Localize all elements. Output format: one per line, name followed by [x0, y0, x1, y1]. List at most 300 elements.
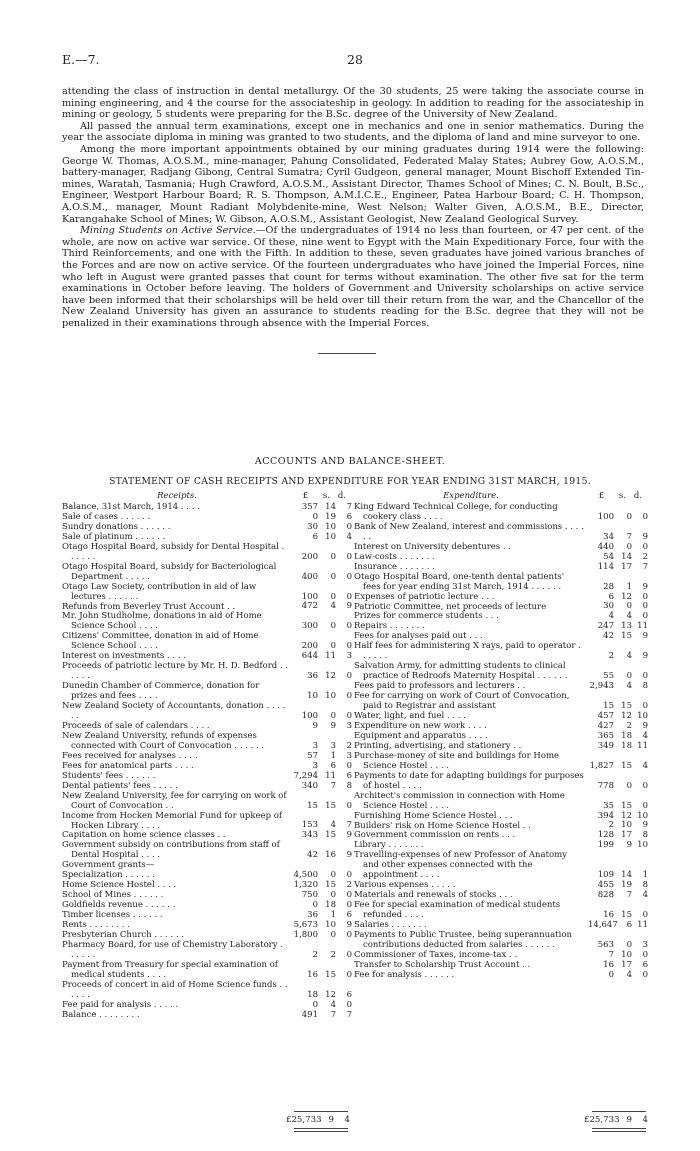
amount-pounds: 2,943: [589, 681, 614, 692]
account-row: [62, 612, 352, 632]
amount: [292, 642, 352, 652]
amount-pence: 4: [346, 531, 352, 542]
amount-pounds: 365: [597, 730, 614, 741]
account-row: [354, 642, 648, 662]
total-pence: 4: [642, 1115, 648, 1125]
amount-shillings: 12: [621, 710, 632, 721]
account-item: Sale of platinum . . . . . .: [62, 531, 166, 542]
pounds-head: £: [598, 491, 604, 501]
amount-pence: 9: [642, 720, 648, 731]
amount: [588, 533, 648, 543]
amount-pence: 0: [346, 551, 352, 562]
amount-shillings: 12: [621, 591, 632, 602]
amount-pence: 1: [642, 870, 648, 881]
account-item: Goldfields revenue . . . . . .: [62, 900, 176, 911]
amount-pounds: 100: [597, 511, 614, 522]
amount: [588, 622, 648, 632]
amount-pence: 8: [642, 830, 648, 841]
account-item: Dental patients' fees . . . . .: [62, 780, 178, 791]
amount-pence: 2: [346, 740, 352, 751]
amount-pence: 4: [642, 730, 648, 741]
amount-pence: 0: [346, 571, 352, 582]
amount-pence: 0: [346, 800, 352, 811]
amount: [588, 652, 648, 662]
amount-shillings: 0: [330, 621, 336, 632]
account-item: Proceeds of patriotic lecture by Mr. H. D. Bedford . . . . . .: [62, 661, 289, 682]
amount-pounds: 1,800: [293, 929, 318, 940]
amount-pence: 0: [346, 760, 352, 771]
amount-pence: 2: [346, 880, 352, 891]
amount-pence: 6: [346, 511, 352, 522]
amount-shillings: 10: [325, 521, 336, 532]
amount-pounds: 200: [301, 551, 318, 562]
amount-shillings: 0: [330, 929, 336, 940]
amount-pence: 6: [346, 910, 352, 921]
amount: [292, 851, 352, 861]
amount-pounds: 778: [597, 780, 614, 791]
account-item: Proceeds of sale of calendars . . . .: [62, 720, 210, 731]
amount-pounds: 35: [603, 800, 614, 811]
amount-shillings: 10: [621, 820, 632, 831]
amount-pounds: 3: [312, 760, 318, 771]
amount-pence: 0: [346, 671, 352, 682]
amount: [292, 772, 352, 782]
account-item: Otago Hospital Board, subsidy for Bacteriological Department . . . . .: [62, 561, 277, 582]
amount-pounds: 100: [301, 710, 318, 721]
amount: [292, 991, 352, 1001]
amount-shillings: 14: [621, 551, 632, 562]
account-row: [62, 583, 352, 603]
total-pounds: £25,733: [286, 1115, 322, 1125]
amount-shillings: 11: [325, 770, 336, 781]
account-row: [62, 682, 352, 702]
document-code: E.—7.: [62, 52, 100, 67]
amount-pence: 0: [346, 929, 352, 940]
amount-shillings: 19: [325, 511, 336, 522]
amount: [292, 821, 352, 831]
amount-pounds: 34: [603, 531, 614, 542]
account-row: [354, 752, 648, 772]
account-item: Fees for anatomical parts . . . .: [62, 760, 194, 771]
amount-pence: 9: [346, 919, 352, 930]
amount-pence: 0: [642, 800, 648, 811]
amount-pounds: 440: [597, 541, 614, 552]
account-item: Proceeds of concert in aid of Home Science funds . . . . . .: [62, 979, 288, 1000]
amount-pounds: 828: [597, 890, 614, 901]
amount-pounds: 0: [312, 999, 318, 1010]
account-row: [354, 772, 648, 792]
amount-pounds: 343: [301, 830, 318, 841]
account-item: Payment from Treasury for special examination of medical students . . . .: [62, 959, 278, 980]
account-item: Dunedin Chamber of Commerce, donation for prizes and fees . . . .: [62, 681, 260, 702]
amount-pence: 0: [346, 969, 352, 980]
account-item: Refunds from Beverley Trust Account . .: [62, 601, 236, 612]
amount-pounds: 563: [597, 939, 614, 950]
amount-shillings: 4: [626, 681, 632, 692]
amount-pence: 0: [346, 641, 352, 652]
account-item: Sale of cases . . . . . .: [62, 511, 151, 522]
amount-pence: 0: [346, 621, 352, 632]
amount-pence: 9: [642, 631, 648, 642]
amount-pence: 9: [642, 531, 648, 542]
account-item: New Zealand Society of Accountants, donation . . . . . .: [62, 701, 286, 722]
amount-pence: 0: [642, 671, 648, 682]
amount-pence: 0: [642, 701, 648, 712]
amount-shillings: 7: [330, 780, 336, 791]
amount: [292, 622, 352, 632]
amount: [292, 672, 352, 682]
amount: [588, 712, 648, 722]
account-row: [62, 702, 352, 722]
account-item: Fee for analysis . . . . . .: [354, 969, 455, 980]
amount: [588, 871, 648, 881]
amount: [292, 722, 352, 732]
amount-pounds: 16: [603, 910, 614, 921]
amount: [588, 722, 648, 732]
expenditure-rows: [354, 503, 648, 981]
amount-pounds: 427: [597, 720, 614, 731]
account-row: [354, 523, 648, 543]
amount: [292, 692, 352, 702]
amount-shillings: 0: [330, 551, 336, 562]
page-number: 28: [347, 52, 363, 67]
account-item: New Zealand University, refunds of expenses connected with Court of Convocation . . . . . .: [62, 730, 265, 751]
amount-shillings: 3: [330, 740, 336, 751]
expenditure-total: [584, 1115, 648, 1125]
paragraph: All passed the annual term examinations, except one in mechanics and one in senior mathematics. During the year the associate diploma in mining was granted to two students, and the diploma of land and mine surveyor to one.: [62, 120, 644, 144]
amount-pounds: 7: [608, 949, 614, 960]
amount-pounds: 247: [597, 621, 614, 632]
amount-shillings: 0: [626, 780, 632, 791]
amount-shillings: 11: [325, 651, 336, 662]
amount: [292, 752, 352, 762]
amount-shillings: 0: [330, 591, 336, 602]
account-item: Payments to date for adapting buildings for purposes of hostel . . . .: [354, 770, 584, 791]
amount-pounds: 7,294: [293, 770, 318, 781]
amount-shillings: 14: [621, 870, 632, 881]
amount-pence: 10: [637, 810, 648, 821]
amount-pounds: 0: [312, 900, 318, 911]
amount-shillings: 19: [621, 880, 632, 891]
amount-pence: 0: [642, 541, 648, 552]
amount: [588, 513, 648, 523]
amount: [588, 821, 648, 831]
amount-pence: 0: [642, 601, 648, 612]
amount-shillings: 14: [325, 501, 336, 512]
amount: [588, 602, 648, 612]
account-item: Presbyterian Church . . . . . .: [62, 929, 185, 940]
amount: [292, 891, 352, 901]
account-row: [62, 543, 352, 563]
amount-pounds: 10: [307, 691, 318, 702]
account-row: [62, 732, 352, 752]
account-item: Half fees for administering X rays, paid to operator . . . . . .: [354, 641, 581, 662]
amount-shillings: 0: [626, 541, 632, 552]
account-item: Fee for special examination of medical students refunded . . . .: [354, 900, 561, 921]
amount-pounds: 300: [301, 621, 318, 632]
amount-shillings: 18: [325, 900, 336, 911]
account-item: Citizens' Committee, donation in aid of Home Science School . . . .: [62, 631, 259, 652]
account-item: Government grants—: [62, 860, 155, 871]
statement-title: STATEMENT OF CASH RECEIPTS AND EXPENDITURE FOR YEAR ENDING 31ST MARCH, 1915.: [109, 476, 591, 487]
amount-shillings: 0: [626, 939, 632, 950]
amount-pence: 0: [346, 521, 352, 532]
account-item: Salaries . . . . . . .: [354, 920, 427, 931]
paragraph: Among the more important appointments obtained by our mining graduates during 1914 were the following: George W. Thomas, A.O.S.M., mine-manager, Pahung Consolidated, Federated Malay States; Aubrey Gow, A.O.S.M., battery-manager, Radjang Gibong, Central Sumatra; Cyril Gudgeon, general manager, Mount Bischoff Extended Tin-mines, Waratah, Tasmania; Hugh Crawford, A.O.S.M., Assistant Director, Thames School of Mines; C. N. Boult, B.Sc., Engineer, Westport Harbour Board; R. S. Thompson, A.M.I.C.E., Engineer, Patea Harbour Board; C. H. Thompson, A.O.S.M., manager, Mount Radiant Molybdenite-mine, West Nelson; Walter Given, A.O.S.M., B.E., Director, Karangahake School of Mines; W. Gibson, A.O.S.M., Assistant Geologist, New Zealand Geological Survey.: [62, 143, 644, 225]
amount: [292, 742, 352, 752]
amount-pence: 9: [346, 850, 352, 861]
account-item: Repairs . . . . . . .: [354, 621, 425, 632]
amount-shillings: 10: [325, 691, 336, 702]
total-shillings: 9: [328, 1115, 334, 1125]
amount: [292, 712, 352, 722]
amount-pence: 3: [346, 651, 352, 662]
account-row: [354, 971, 648, 981]
amount-shillings: 15: [325, 880, 336, 891]
amount: [292, 782, 352, 792]
total-pounds: £25,733: [584, 1115, 620, 1125]
amount-pounds: 750: [301, 890, 318, 901]
amount: [588, 553, 648, 563]
account-row: [62, 792, 352, 812]
amount-pounds: 2: [608, 651, 614, 662]
account-item: Balance, 31st March, 1914 . . . .: [62, 502, 200, 512]
amount-pounds: 4: [608, 611, 614, 622]
amount-pence: 11: [637, 621, 648, 632]
amount: [292, 1011, 352, 1021]
amount: [588, 632, 648, 642]
account-item: Timber licenses . . . . . .: [62, 910, 163, 921]
amount-pence: 8: [642, 681, 648, 692]
account-item: Students' fees . . . . . .: [62, 770, 156, 781]
account-item: Architect's commission in connection with Home Science Hostel . . . .: [354, 790, 565, 811]
amount-shillings: 4: [626, 969, 632, 980]
pounds-head: £: [302, 491, 308, 501]
account-item: Government subsidy on contributions from staff of Dental Hospital . . . .: [62, 840, 280, 861]
account-item: Interest on University debentures . .: [354, 541, 511, 552]
amount-pence: 0: [346, 870, 352, 881]
amount-pounds: 400: [301, 571, 318, 582]
amount-pence: 9: [642, 581, 648, 592]
amount-pounds: 15: [603, 701, 614, 712]
amount-pence: 0: [642, 949, 648, 960]
amount-shillings: 15: [325, 830, 336, 841]
amount-shillings: 15: [621, 910, 632, 921]
amount-shillings: 4: [330, 999, 336, 1010]
amount: [588, 682, 648, 692]
amount-shillings: 10: [325, 919, 336, 930]
amount-shillings: 2: [330, 949, 336, 960]
account-item: Expenditure on new work . . . .: [354, 720, 487, 731]
receipts-total-rule: [294, 1111, 348, 1112]
amount-pence: 9: [346, 830, 352, 841]
amount-shillings: 0: [330, 710, 336, 721]
account-row: [62, 662, 352, 682]
amount: [588, 742, 648, 752]
account-item: Commissioner of Taxes, income-tax . .: [354, 949, 518, 960]
amount: [292, 573, 352, 583]
receipts-rows: [62, 503, 352, 1021]
account-item: Fees received for analyses . . . .: [62, 750, 198, 761]
amount-shillings: 18: [621, 740, 632, 751]
account-item: Law-costs . . . . . . .: [354, 551, 435, 562]
receipts-total-double-rule: [294, 1128, 348, 1132]
amount-pence: 2: [642, 551, 648, 562]
amount: [292, 802, 352, 812]
amount-shillings: 4: [626, 651, 632, 662]
amount-pounds: 128: [597, 830, 614, 841]
amount-pence: 8: [642, 880, 648, 891]
account-row: [62, 841, 352, 861]
amount: [588, 951, 648, 961]
account-row: [354, 901, 648, 921]
amount-pounds: 109: [597, 870, 614, 881]
receipts-column: [62, 492, 352, 1021]
account-row: [62, 981, 352, 1001]
amount-pounds: 28: [603, 581, 614, 592]
amount-shillings: 1: [330, 910, 336, 921]
account-item: Travelling-expenses of new Professor of Anatomy and other expenses connected with the appointment . . . .: [354, 850, 567, 881]
amount: [588, 762, 648, 772]
amount-pence: 0: [346, 591, 352, 602]
amount-shillings: 18: [621, 730, 632, 741]
amount-pence: 10: [637, 710, 648, 721]
amount-pounds: 349: [597, 740, 614, 751]
account-item: Equipment and apparatus . . . .: [354, 730, 488, 741]
account-item: King Edward Technical College, for conducting cookery class . . . .: [354, 502, 558, 522]
amount-pounds: 100: [301, 591, 318, 602]
amount: [292, 602, 352, 612]
amount: [588, 971, 648, 981]
amount: [588, 941, 648, 951]
expenditure-heading: Expenditure.: [443, 491, 499, 501]
receipts-heading: Receipts.: [157, 491, 197, 501]
receipts-total: [286, 1115, 350, 1125]
amount-shillings: 7: [330, 1009, 336, 1020]
account-item: Fees for analyses paid out . . .: [354, 631, 483, 642]
section-title: ACCOUNTS AND BALANCE-SHEET.: [254, 456, 446, 467]
amount-pounds: 0: [608, 969, 614, 980]
amount-shillings: 0: [330, 641, 336, 652]
amount-shillings: 4: [626, 611, 632, 622]
total-pence: 4: [344, 1115, 350, 1125]
amount-pounds: 30: [603, 601, 614, 612]
amount-pounds: 42: [603, 631, 614, 642]
amount-pence: 4: [642, 760, 648, 771]
account-row: [62, 1011, 352, 1021]
amount-shillings: 0: [626, 601, 632, 612]
amount: [292, 1001, 352, 1011]
account-item: Mr. John Studholme, donations in aid of Home Science School . . . .: [62, 611, 262, 632]
amount-pounds: 3: [312, 740, 318, 751]
amount-pence: 0: [642, 910, 648, 921]
account-item: Fee for carrying on work of Court of Convocation, paid to Registrar and assistant: [354, 691, 570, 712]
account-row: [62, 941, 352, 961]
amount: [292, 533, 352, 543]
account-item: Various expenses . . . . .: [354, 880, 456, 891]
account-item: Water, light, and fuel . . . .: [354, 711, 466, 722]
amount-pounds: 491: [301, 1009, 318, 1020]
amount: [292, 523, 352, 533]
pence-head: d.: [633, 491, 642, 501]
account-row: [62, 632, 352, 652]
amount-pounds: 357: [301, 501, 318, 512]
amount-shillings: 7: [626, 531, 632, 542]
account-row: [62, 563, 352, 583]
amount-shillings: 6: [330, 760, 336, 771]
account-item: Payments to Public Trustee, being superannuation contributions deducted from salaries . . . . . .: [354, 929, 572, 950]
amount-pence: 0: [642, 591, 648, 602]
amount: [588, 782, 648, 792]
amount-pounds: 394: [597, 810, 614, 821]
account-item: Expenses of patriotic lecture . . .: [354, 591, 495, 602]
amount-pounds: 0: [312, 511, 318, 522]
amount-shillings: 1: [330, 750, 336, 761]
amount: [292, 971, 352, 981]
amount-pounds: 644: [301, 651, 318, 662]
amount-pounds: 5,673: [293, 919, 318, 930]
amount-pounds: 6: [312, 531, 318, 542]
total-shillings: 9: [626, 1115, 632, 1125]
amount: [292, 652, 352, 662]
amount: [588, 563, 648, 573]
amount: [588, 891, 648, 901]
amount-shillings: 0: [330, 890, 336, 901]
paragraph: Mining Students on Active Service.—Of the undergraduates of 1914 no less than fourteen, or 47 per cent. of the whole, are now on active war service. Of these, nine went to Egypt with the Main Expeditionary Force, four with the Third Reinforcements, and one with the Fifth. In addition to these, seven graduates have joined various branches of the Forces and are now on active service. Of the fourteen undergraduates who have joined the Imperial Forces, nine who left in August were granted passes that count for terms without examination. The other five sat for the term examinations in October before leaving. The holders of Government and University scholarships on active service have been informed that their scholarships will be held over till their return from the war, and the Chancellor of the New Zealand University has given an assurance to students reading for the B.Sc. degree that they will not be penalized in their examinations through absence with the Imperial Forces.: [62, 225, 644, 329]
amount-pence: 6: [346, 989, 352, 1000]
shillings-head: s.: [618, 491, 626, 501]
account-item: Otago Law Society, contribution in aid of law lectures . . . . . .: [62, 581, 257, 602]
amount: [588, 593, 648, 603]
amount-pounds: 30: [307, 521, 318, 532]
amount-pence: 7: [346, 820, 352, 831]
amount-shillings: 15: [621, 760, 632, 771]
amount: [292, 503, 352, 513]
amount-pounds: 472: [301, 601, 318, 612]
amount-shillings: 0: [330, 571, 336, 582]
account-item: Pharmacy Board, for use of Chemistry Laboratory . . . . . .: [62, 939, 283, 960]
amount-pence: 11: [637, 919, 648, 930]
amount-pence: 7: [642, 561, 648, 572]
account-item: Fees paid to professors and lecturers . .: [354, 681, 526, 692]
account-row: [354, 851, 648, 881]
account-item: Bank of New Zealand, interest and commissions . . . . . .: [354, 521, 584, 542]
amount-shillings: 6: [626, 919, 632, 930]
amount-pence: 9: [346, 601, 352, 612]
amount-pounds: 16: [603, 959, 614, 970]
amount-shillings: 17: [621, 561, 632, 572]
amount-pounds: 55: [603, 671, 614, 682]
amount-shillings: 4: [330, 820, 336, 831]
amount-pounds: 2: [312, 949, 318, 960]
account-item: Patriotic Committee, net proceeds of lecture: [354, 601, 547, 612]
amount-pence: 8: [346, 780, 352, 791]
amount: [292, 513, 352, 523]
amount-pence: 0: [346, 691, 352, 702]
account-item: Fee paid for analysis . . . . .: [62, 999, 179, 1010]
amount-pence: 0: [346, 999, 352, 1010]
expenditure-column: [354, 492, 648, 981]
paragraph: attending the class of instruction in dental metallurgy. Of the 30 students, 25 were taking the associate course in mining engineering, and 4 the course for the associateship in geology. In addition to reading for the associateship in mining or geology, 5 students were preparing for the B.Sc. degree of the University of New Zealand.: [62, 86, 644, 121]
amount-pence: 0: [346, 890, 352, 901]
amount-shillings: 2: [626, 720, 632, 731]
account-item: Furnishing Home Science Hostel . . .: [354, 810, 513, 821]
amount-pounds: 15: [307, 800, 318, 811]
amount-pounds: 9: [312, 720, 318, 731]
account-item: Purchase-money of site and buildings for Home Science Hostel . . . .: [354, 750, 560, 771]
amount-shillings: 7: [626, 890, 632, 901]
account-item: Builders' risk on Home Science Hostel . .: [354, 820, 531, 831]
